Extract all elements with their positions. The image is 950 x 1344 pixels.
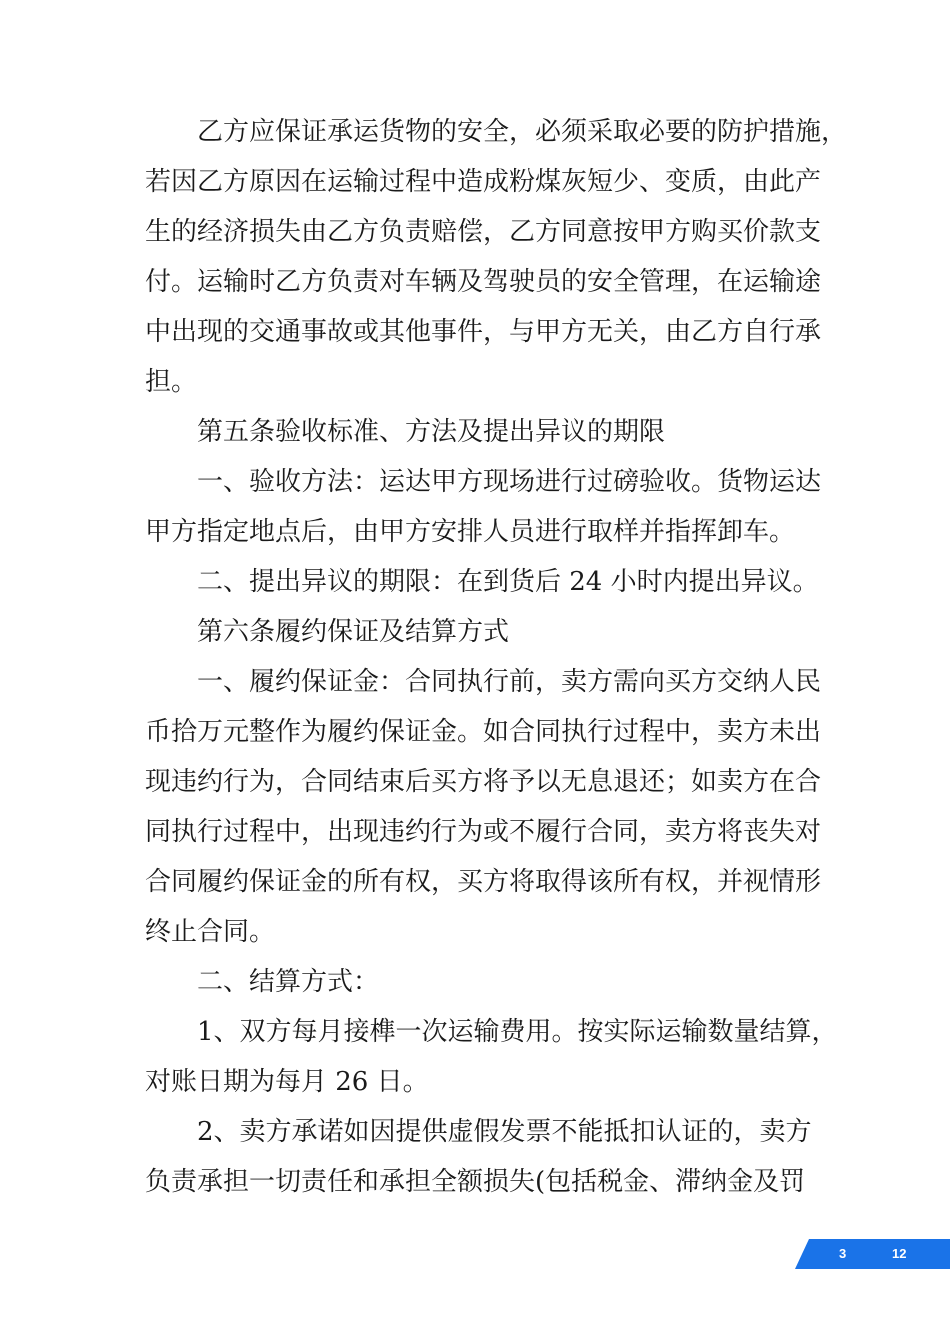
paragraph-line: 甲方指定地点后，由甲方安排人员进行取样并指挥卸车。 bbox=[145, 517, 796, 547]
paragraph-line: 生的经济损失由乙方负责赔偿，乙方同意按甲方购买价款支 bbox=[145, 217, 822, 247]
paragraph-line: 现违约行为，合同结束后买方将予以无息退还；如卖方在合 bbox=[145, 767, 822, 797]
section-heading: 第六条履约保证及结算方式 bbox=[145, 617, 510, 647]
section-heading: 第五条验收标准、方法及提出异议的期限 bbox=[145, 417, 666, 447]
paragraph-line: 二、结算方式： bbox=[145, 967, 380, 997]
paragraph-line: 负责承担一切责任和承担全额损失(包括税金、滞纳金及罚 bbox=[145, 1167, 806, 1197]
paragraph-line: 中出现的交通事故或其他事件，与甲方无关，由乙方自行承 bbox=[145, 317, 822, 347]
paragraph-line: 付。运输时乙方负责对车辆及驾驶员的安全管理，在运输途 bbox=[145, 267, 822, 297]
paragraph-line: 同执行过程中，出现违约行为或不履行合同，卖方将丧失对 bbox=[145, 817, 822, 847]
paragraph-line: 2、卖方承诺如因提供虚假发票不能抵扣认证的，卖方 bbox=[145, 1117, 812, 1147]
current-page-number: 3 bbox=[839, 1246, 847, 1261]
paragraph-line: 若因乙方原因在运输过程中造成粉煤灰短少、变质，由此产 bbox=[145, 167, 822, 197]
paragraph-line: 乙方应保证承运货物的安全，必须采取必要的防护措施， bbox=[145, 117, 848, 147]
paragraph-line: 对账日期为每月 26 日。 bbox=[145, 1067, 429, 1097]
paragraph-line: 二、提出异议的期限：在到货后 24 小时内提出异议。 bbox=[145, 567, 819, 597]
total-pages-number: 12 bbox=[892, 1246, 907, 1261]
paragraph-line: 币拾万元整作为履约保证金。如合同执行过程中，卖方未出 bbox=[145, 717, 822, 747]
page-number-badge bbox=[795, 1239, 950, 1269]
paragraph-line: 1、双方每月接榫一次运输费用。按实际运输数量结算， bbox=[145, 1017, 838, 1047]
paragraph-line: 担。 bbox=[145, 367, 198, 397]
paragraph-line: 一、验收方法：运达甲方现场进行过磅验收。货物运达 bbox=[145, 467, 822, 497]
page-badge-shape bbox=[795, 1239, 950, 1269]
paragraph-line: 一、履约保证金：合同执行前，卖方需向买方交纳人民 bbox=[145, 667, 822, 697]
paragraph-line: 合同履约保证金的所有权，买方将取得该所有权，并视情形 bbox=[145, 867, 822, 897]
paragraph-line: 终止合同。 bbox=[145, 917, 276, 947]
